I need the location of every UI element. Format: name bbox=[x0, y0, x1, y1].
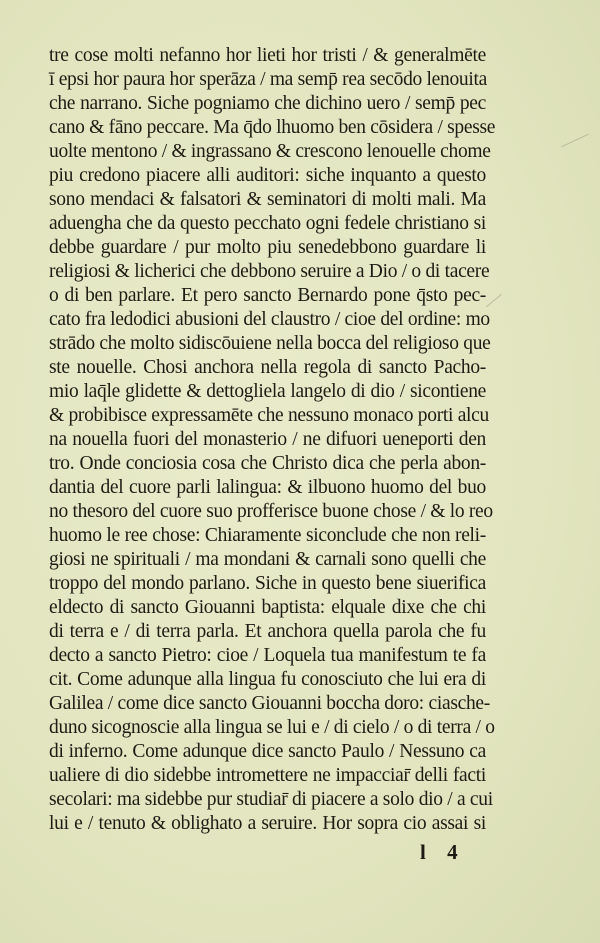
text-line: giosi ne spirituali / ma mondani & carnali sono quelli che bbox=[49, 549, 486, 570]
text-line: dantia del cuore parli lalingua: & ilbuono huomo del buo bbox=[49, 477, 486, 498]
text-line: cano & fāno peccare. Ma q̄do lhuomo ben cōsidera / spesse bbox=[49, 117, 496, 138]
text-line: debbe guardare / pur molto piu senedebbono guardare li bbox=[49, 237, 486, 258]
text-line: piu credono piacere alli auditori: siche inquanto a questo bbox=[49, 165, 486, 186]
text-line: ualiere di dio sidebbe intromettere ne impacciar̄ delli facti bbox=[49, 765, 486, 786]
text-line: ste nouelle. Chosi anchora nella regola di sancto Pacho- bbox=[49, 357, 486, 378]
text-line: lui e / tenuto & oblighato a seruire. Hor sopra cio assai si bbox=[49, 813, 486, 834]
paper-crease bbox=[561, 134, 589, 148]
text-line: eldecto di sancto Giouanni baptista: elquale dixe che chi bbox=[49, 597, 486, 618]
text-line: huomo le ree chose: Chiaramente siconclude che non reli- bbox=[49, 525, 486, 546]
text-line: o di ben parlare. Et pero sancto Bernardo pone q̄sto pec- bbox=[49, 285, 486, 306]
text-line: & probibisce expressamēte che nessuno monaco porti alcu bbox=[49, 405, 489, 426]
text-line: na nouella fuori del monasterio / ne difuori ueneporti den bbox=[49, 429, 486, 450]
text-line: di inferno. Come adunque dice sancto Paulo / Nessuno ca bbox=[49, 741, 486, 762]
text-line: religiosi & licherici che debbono seruire a Dio / o di tacere bbox=[49, 261, 490, 282]
text-line: no thesoro del cuore suo profferisce buone chose / & lo reo bbox=[49, 501, 493, 522]
text-line: sono mendaci & falsatori & seminatori di molti mali. Ma bbox=[49, 189, 486, 210]
text-line: decto a sancto Pietro: cioe / Loquela tua manifestum te fa bbox=[49, 645, 486, 666]
text-line: di terra e / di terra parla. Et anchora quella parola che fu bbox=[49, 621, 486, 642]
text-line: cit. Come adunque alla lingua fu conosciuto che lui era di bbox=[49, 669, 486, 690]
text-line: tre cose molti nefanno hor lieti hor tristi / & generalmēte bbox=[49, 45, 486, 66]
text-line: uolte mentono / & ingrassano & crescono lenouelle chome bbox=[49, 141, 491, 162]
text-line: tro. Onde conciosia cosa che Christo dica che perla abon- bbox=[49, 453, 486, 474]
text-line: aduengha che da questo pecchato ogni fedele christiano si bbox=[49, 213, 486, 234]
text-line: mio laq̄le glidette & dettogliela langelo di dio / sicontiene bbox=[49, 381, 486, 402]
text-line: che narrano. Siche pogniamo che dichino uero / semp̄ pec bbox=[49, 93, 486, 114]
text-line: ī epsi hor paura hor sperāza / ma semp̄ rea secōdo lenouita bbox=[49, 69, 487, 90]
paper-crease bbox=[486, 294, 502, 308]
text-line: strādo che molto sidiscōuiene nella bocca del religioso que bbox=[49, 333, 491, 354]
text-line: secolari: ma sidebbe pur studiar̄ di piacere a solo dio / a cui bbox=[49, 789, 493, 810]
text-line: Galilea / come dice sancto Giouanni boccha doro: ciasche- bbox=[49, 693, 490, 714]
signature-mark: l 4 bbox=[420, 840, 466, 864]
text-line: cato fra ledodici abusioni del claustro / cioe del ordine: mo bbox=[49, 309, 490, 330]
text-block bbox=[49, 44, 496, 836]
text-line: duno sicognoscie alla lingua se lui e / di cielo / o di terra / o bbox=[49, 717, 495, 738]
text-line: troppo del mondo parlano. Siche in questo bene siuerifica bbox=[49, 573, 486, 594]
